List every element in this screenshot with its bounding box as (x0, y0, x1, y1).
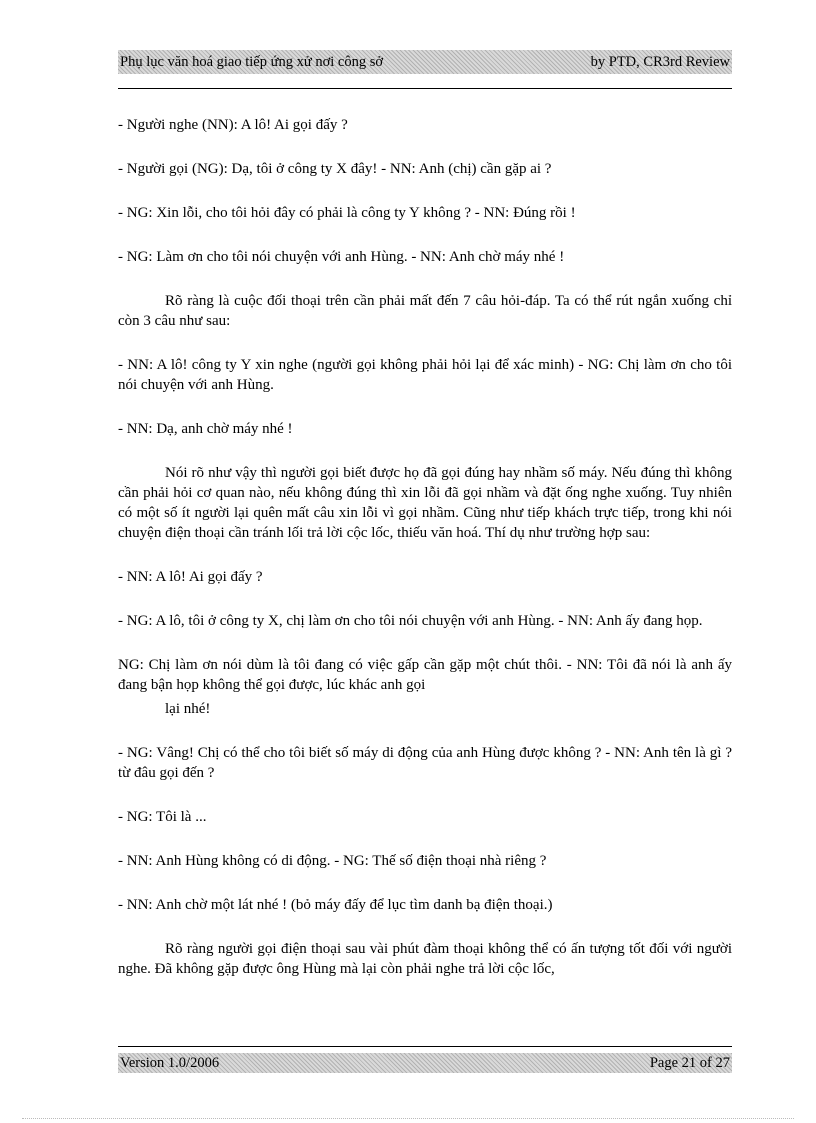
page-footer (118, 1053, 732, 1073)
paragraph: - NN: A lô! Ai gọi đấy ? (118, 569, 263, 585)
paragraph: - Người gọi (NG): Dạ, tôi ở công ty X đây! - NN: Anh (chị) cần gặp ai ? (118, 161, 552, 177)
paragraph: - NN: A lô! công ty Y xin nghe (người gọi không phải hỏi lại để xác minh) - NG: Chị làm ơn cho tôi nói chuyện với anh Hùng. (118, 357, 732, 393)
paragraph: - NG: Làm ơn cho tôi nói chuyện với anh Hùng. - NN: Anh chờ máy nhé ! (118, 249, 565, 265)
header-author: by PTD, CR3rd Review (590, 53, 730, 70)
header-divider (118, 88, 732, 89)
document-body (118, 115, 732, 1003)
paragraph: - NG: A lô, tôi ở công ty X, chị làm ơn cho tôi nói chuyện với anh Hùng. - NN: Anh ấy đang họp. (118, 613, 703, 629)
footer-divider (118, 1046, 732, 1047)
paragraph: - NG: Tôi là ... (118, 809, 207, 825)
footer-page-number: Page 21 of 27 (649, 1054, 730, 1071)
paragraph: Rõ ràng người gọi điện thoại sau vài phút đàm thoại không thể có ấn tượng tốt đối với người nghe. Đã không gặp được ông Hùng mà lại còn phải nghe trả lời cộc lốc, (118, 941, 732, 977)
paragraph: Rõ ràng là cuộc đối thoại trên cần phải mất đến 7 câu hỏi-đáp. Ta có thể rút ngắn xuống chỉ còn 3 câu như sau: (118, 293, 732, 329)
paragraph: - NG: Xin lỗi, cho tôi hỏi đây có phải là công ty Y không ? - NN: Đúng rồi ! (118, 205, 576, 221)
paragraph: NG: Chị làm ơn nói dùm là tôi đang có việc gấp cần gặp một chút thôi. - NN: Tôi đã nói là anh ấy đang bận họp không thể gọi được, lúc khác anh gọi (118, 657, 732, 693)
paragraph: - NN: Anh Hùng không có di động. - NG: Thế số điện thoại nhà riêng ? (118, 853, 547, 869)
page-header (118, 50, 732, 74)
page-edge (22, 1118, 794, 1119)
paragraph: - NG: Vâng! Chị có thể cho tôi biết số máy di động của anh Hùng được không ? - NN: Anh tên là gì ? từ đâu gọi đến ? (118, 745, 732, 781)
paragraph: - Người nghe (NN): A lô! Ai gọi đấy ? (118, 117, 348, 133)
footer-version: Version 1.0/2006 (120, 1054, 220, 1071)
header-title: Phụ lục văn hoá giao tiếp ứng xử nơi công sở (120, 53, 384, 70)
paragraph: Nói rõ như vậy thì người gọi biết được họ đã gọi đúng hay nhầm số máy. Nếu đúng thì không cần phải hỏi cơ quan nào, nếu không đúng thì xin lỗi đã gọi nhầm và đặt ống nghe xuống. Tuy nhiên có một số ít người lại quên mất câu xin lỗi vì gọi nhầm. Cũng như tiếp khách trực tiếp, trong khi nói chuyện điện thoại cần tránh lối trả lời cộc lốc, thiếu văn hoá. Thí dụ như trường hợp sau: (118, 465, 732, 541)
paragraph-continuation: lại nhé! (165, 701, 211, 717)
paragraph: - NN: Anh chờ một lát nhé ! (bỏ máy đấy để lục tìm danh bạ điện thoại.) (118, 897, 553, 913)
paragraph: - NN: Dạ, anh chờ máy nhé ! (118, 421, 293, 437)
